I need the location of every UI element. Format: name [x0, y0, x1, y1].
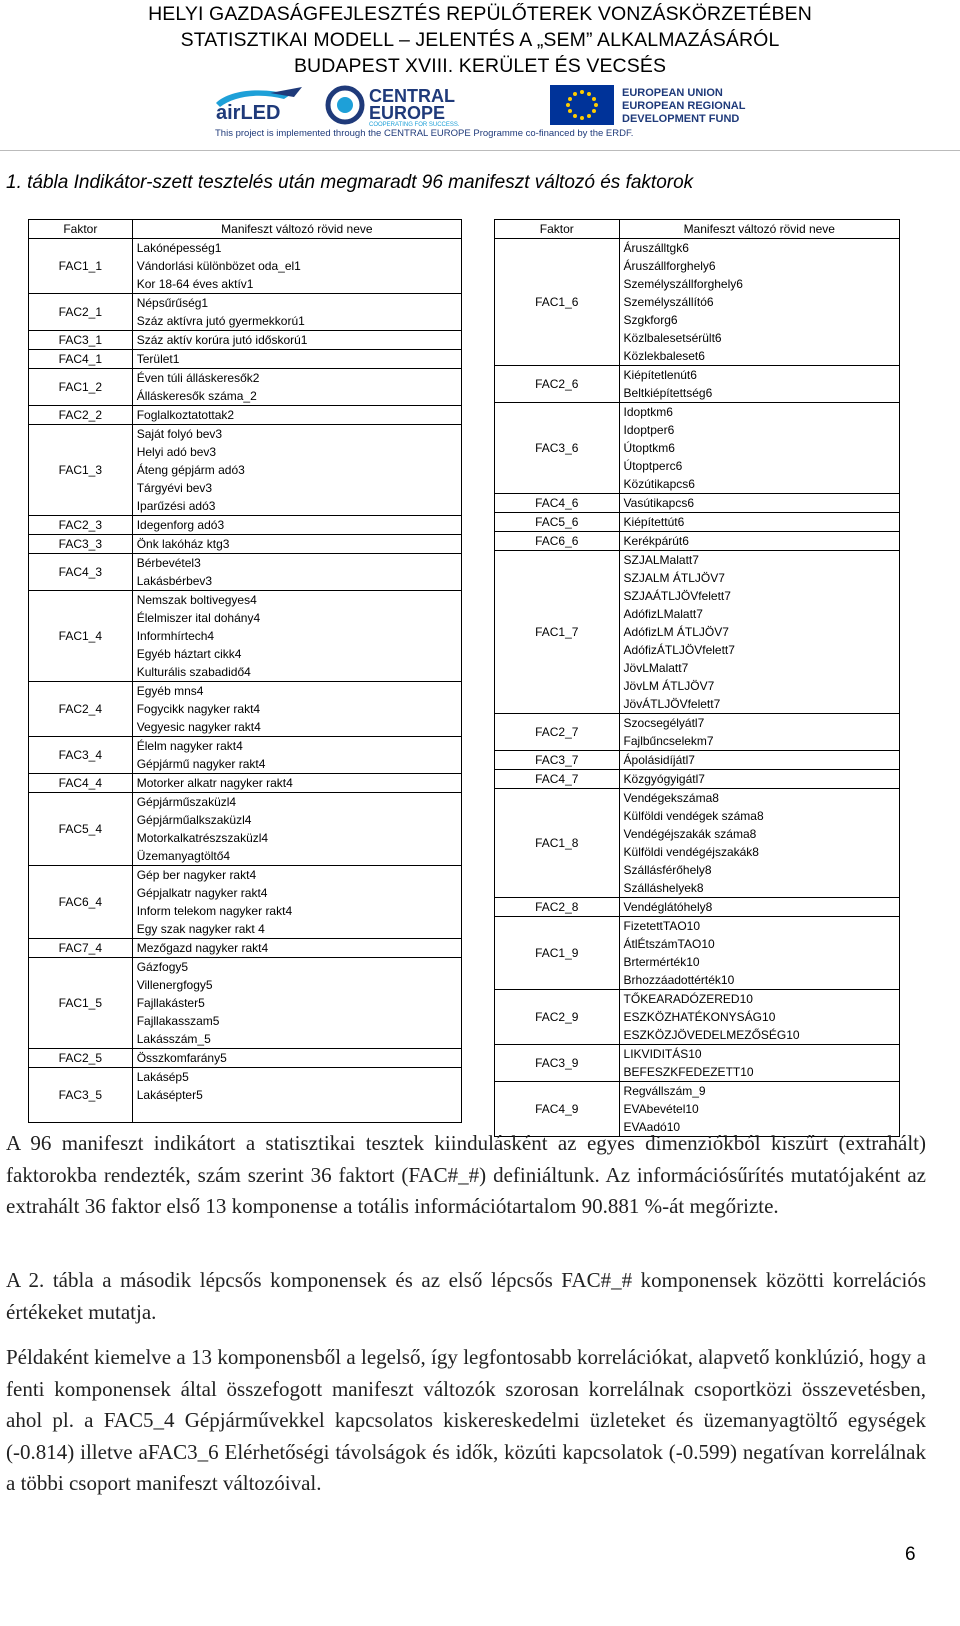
variable-cell: Közlbalesetsérült6	[619, 329, 899, 347]
variable-cell: Motorker alkatr nagyker rakt4	[132, 774, 461, 793]
variable-cell: FizetettTAO10	[619, 917, 899, 936]
europe-logo-text: EUROPE	[369, 103, 446, 123]
variable-cell: Szgkforg6	[619, 311, 899, 329]
variable-cell: Saját folyó bev3	[132, 425, 461, 444]
factor-cell: FAC1_1	[29, 239, 133, 294]
variable-cell	[132, 1104, 461, 1123]
variable-cell: TŐKEARADÓZERED10	[619, 990, 899, 1009]
variable-cell: Vándorlási különbözet oda_el1	[132, 257, 461, 275]
airled-logo-icon	[210, 85, 310, 125]
variable-cell: EVAadó10	[619, 1118, 899, 1137]
header-variable: Manifeszt változó rövid neve	[132, 220, 461, 239]
table-row	[495, 898, 900, 917]
variable-cell: Gépjármű nagyker rakt4	[132, 755, 461, 774]
variable-cell: Vendégekszáma8	[619, 789, 899, 808]
central-europe-logo-icon	[325, 83, 525, 127]
variable-cell: Közgyógyigátl7	[619, 770, 899, 789]
factor-cell: FAC1_5	[29, 958, 133, 1049]
variable-cell: Üzemanyagtöltő4	[132, 847, 461, 866]
variable-cell: Élelm nagyker rakt4	[132, 737, 461, 756]
variable-cell: Szálláshelyek8	[619, 879, 899, 898]
factor-table-left	[28, 219, 462, 1123]
variable-cell: SZJAÁTLJÖVfelett7	[619, 587, 899, 605]
variable-cell: Kiépítetlenút6	[619, 366, 899, 385]
table-row	[495, 917, 900, 936]
table-row	[29, 737, 462, 756]
variable-cell: Személyszállforghely6	[619, 275, 899, 293]
variable-cell: Villenergfogy5	[132, 976, 461, 994]
variable-cell: Bérbevétel3	[132, 554, 461, 573]
variable-cell: SZJALMalatt7	[619, 551, 899, 570]
factor-cell: FAC3_9	[495, 1045, 620, 1082]
table-row	[495, 366, 900, 385]
variable-cell: Álláskeresők száma_2	[132, 387, 461, 406]
paragraph-3: Példaként kiemelve a 13 komponensből a legelső, így legfontosabb korrelációkat, alapvető konklúzió, hogy a fenti komponensek által összefogott manifeszt változók szorosan korrelálnak csoportközi összevetésben, ahol pl. a FAC5_4 Gépjárművekkel kapcsolatos kiskereskedelmi üzleteket és üzemanyagtöltő egységek (-0.814) illetve aFAC3_6 Elérhetőségi távolságok és idők, közúti kapcsolatok (-0.599) negatívan korrelálnak a többi csoport manifeszt változóival.	[6, 1345, 926, 1495]
factor-cell: FAC2_2	[29, 406, 133, 425]
paragraph-1: A 96 manifeszt indikátort a statisztikai tesztek kiindulásként az egyes dimenziókból kiszűrt (extrahált) faktorokba rendezték, szám szerint 36 faktort (FAC#_#) definiáltunk. Az információsűrítés mutatójaként az extrahált 36 faktor első 13 komponense a totális információtartalom 90.881 %-át megőrizte.	[6, 1131, 926, 1218]
table-row	[29, 793, 462, 812]
factor-cell: FAC2_9	[495, 990, 620, 1045]
page-number: 6	[905, 1544, 916, 1565]
variable-cell: Külföldi vendégek száma8	[619, 807, 899, 825]
paragraph-2: A 2. tábla a második lépcsős komponensek és az első lépcsős FAC#_# komponensek közötti korrelációs értékeket mutatja.	[6, 1268, 926, 1324]
variable-cell: Iparűzési adó3	[132, 497, 461, 516]
table-row	[29, 774, 462, 793]
table-row	[29, 294, 462, 313]
table-row	[29, 350, 462, 369]
variable-cell: Szállásférőhely8	[619, 861, 899, 879]
cooperating-tag-text: COOPERATING FOR SUCCESS.	[369, 122, 460, 127]
factor-cell: FAC3_3	[29, 535, 133, 554]
factor-cell: FAC3_6	[495, 403, 620, 494]
table-row	[495, 751, 900, 770]
variable-cell: Vegyesic nagyker rakt4	[132, 718, 461, 737]
table-row	[495, 513, 900, 532]
variable-cell: Terület1	[132, 350, 461, 369]
variable-cell: Brhozzáadottérték10	[619, 971, 899, 990]
table-row	[495, 714, 900, 733]
variable-cell: SZJALM ÁTLJÖV7	[619, 569, 899, 587]
factor-cell: FAC2_7	[495, 714, 620, 751]
factor-cell: FAC6_6	[495, 532, 620, 551]
variable-cell: Regvállszám_9	[619, 1082, 899, 1101]
eu-line-2: EUROPEAN REGIONAL	[622, 100, 746, 112]
variable-cell: Egyéb mns4	[132, 682, 461, 701]
table-row	[29, 591, 462, 610]
factor-cell: FAC4_1	[29, 350, 133, 369]
variable-cell: Népsűrűség1	[132, 294, 461, 313]
variable-cell: Lakásépter5	[132, 1086, 461, 1104]
table-row	[495, 494, 900, 513]
factor-cell: FAC7_4	[29, 939, 133, 958]
variable-cell: Éven túli álláskeresők2	[132, 369, 461, 388]
left-table-body	[29, 239, 462, 1123]
variable-cell: Élelmiszer ital dohány4	[132, 609, 461, 627]
factor-cell: FAC6_4	[29, 866, 133, 939]
variable-cell: ESZKÖZHATÉKONYSÁG10	[619, 1008, 899, 1026]
variable-cell: Egy szak nagyker rakt 4	[132, 920, 461, 939]
variable-cell: Inform telekom nagyker rakt4	[132, 902, 461, 920]
table-row	[29, 369, 462, 388]
table-row	[29, 535, 462, 554]
factor-cell: FAC4_9	[495, 1082, 620, 1137]
factor-cell: FAC4_3	[29, 554, 133, 591]
central-logo-text: CENTRAL	[369, 86, 455, 106]
variable-cell: Fajlbűncselekm7	[619, 732, 899, 751]
variable-cell: Kulturális szabadidő4	[132, 663, 461, 682]
factor-cell: FAC4_6	[495, 494, 620, 513]
variable-cell: Áruszálltgk6	[619, 239, 899, 258]
variable-cell: Egyéb háztart cikk4	[132, 645, 461, 663]
variable-cell: Motorkalkatrészszaküzl4	[132, 829, 461, 847]
header-factor: Faktor	[495, 220, 620, 239]
variable-cell: Vendégéjszakák száma8	[619, 825, 899, 843]
variable-cell: LIKVIDITÁS10	[619, 1045, 899, 1064]
factor-cell: FAC1_7	[495, 551, 620, 714]
table-row	[29, 554, 462, 573]
factor-cell: FAC3_1	[29, 331, 133, 350]
table-row	[495, 770, 900, 789]
variable-cell: Ápolásidíjátl7	[619, 751, 899, 770]
variable-cell: Brtermérték10	[619, 953, 899, 971]
variable-cell: JövLM ÁTLJÖV7	[619, 677, 899, 695]
document-header	[0, 0, 960, 79]
variable-cell: Gépjárműszaküzl4	[132, 793, 461, 812]
factor-cell: FAC5_6	[495, 513, 620, 532]
eu-line-3: DEVELOPMENT FUND	[622, 113, 740, 125]
factor-cell: FAC1_6	[495, 239, 620, 366]
factor-cell: FAC4_7	[495, 770, 620, 789]
variable-cell: Útoptperc6	[619, 457, 899, 475]
factor-cell: FAC2_6	[495, 366, 620, 403]
variable-cell: Lakásbérbev3	[132, 572, 461, 591]
right-table-body	[495, 239, 900, 1137]
table-row	[495, 789, 900, 808]
variable-cell: JövLMalatt7	[619, 659, 899, 677]
variable-cell: Külföldi vendégéjszakák8	[619, 843, 899, 861]
variable-cell: Fajllakasszam5	[132, 1012, 461, 1030]
variable-cell: Foglalkoztatottak2	[132, 406, 461, 425]
table-row	[29, 425, 462, 444]
variable-cell: AdófizLMalatt7	[619, 605, 899, 623]
variable-cell: ÁtlÉtszámTAO10	[619, 935, 899, 953]
factor-cell: FAC2_5	[29, 1049, 133, 1068]
variable-cell: Vasútikapcs6	[619, 494, 899, 513]
variable-cell: Közútikapcs6	[619, 475, 899, 494]
table-row	[29, 866, 462, 885]
variable-cell: Száz aktívra jutó gyermekkorú1	[132, 312, 461, 331]
variable-cell: Szocsegélyátl7	[619, 714, 899, 733]
table-row	[495, 403, 900, 422]
header-divider	[0, 150, 960, 151]
factor-cell: FAC1_3	[29, 425, 133, 516]
variable-cell: Áruszállforghely6	[619, 257, 899, 275]
table-caption: 1. tábla Indikátor-szett tesztelés után megmaradt 96 manifeszt változó és faktorok	[6, 172, 694, 193]
variable-cell: EVAbevétel10	[619, 1100, 899, 1118]
variable-cell: Önk lakóház ktg3	[132, 535, 461, 554]
variable-cell: Mezőgazd nagyker rakt4	[132, 939, 461, 958]
factor-cell: FAC2_4	[29, 682, 133, 737]
variable-cell: Lakásszám_5	[132, 1030, 461, 1049]
variable-cell: Személyszállító6	[619, 293, 899, 311]
factor-cell: FAC3_5	[29, 1068, 133, 1123]
variable-cell: Útoptkm6	[619, 439, 899, 457]
variable-cell: Kiépítettút6	[619, 513, 899, 532]
variable-cell: Összkomfarány5	[132, 1049, 461, 1068]
table-row	[29, 682, 462, 701]
table-row	[29, 1068, 462, 1087]
table-row	[495, 532, 900, 551]
table-row	[495, 1045, 900, 1064]
eu-line-1: EUROPEAN UNION	[622, 87, 723, 99]
table-row	[29, 958, 462, 977]
variable-cell: Lakásép5	[132, 1068, 461, 1087]
factor-cell: FAC2_8	[495, 898, 620, 917]
header-line-3: BUDAPEST XVIII. KERÜLET ÉS VECSÉS	[293, 55, 667, 77]
variable-cell: AdófizLM ÁTLJÖV7	[619, 623, 899, 641]
variable-cell: Fajllakáster5	[132, 994, 461, 1012]
project-note: This project is implemented through the CENTRAL EUROPE Programme co-financed by the ERDF.	[215, 128, 634, 139]
variable-cell: Nemszak boltivegyes4	[132, 591, 461, 610]
variable-cell: Közlekbaleset6	[619, 347, 899, 366]
factor-cell: FAC4_4	[29, 774, 133, 793]
airled-logo-text: airLED	[216, 102, 281, 124]
variable-cell: Gázfogy5	[132, 958, 461, 977]
table-row	[29, 331, 462, 350]
variable-cell: Gépjárműalkszaküzl4	[132, 811, 461, 829]
variable-cell: Száz aktív korúra jutó időskorú1	[132, 331, 461, 350]
table-row	[29, 406, 462, 425]
variable-cell: AdófizÁTLJÖVfelett7	[619, 641, 899, 659]
header-line-1: HELYI GAZDASÁGFEJLESZTÉS REPÜLŐTEREK VONZÁSKÖRZETÉBEN	[148, 3, 812, 25]
variable-cell: Gépjalkatr nagyker rakt4	[132, 884, 461, 902]
table-row	[29, 516, 462, 535]
variable-cell: Kor 18-64 éves aktív1	[132, 275, 461, 294]
variable-cell: Vendéglátóhely8	[619, 898, 899, 917]
variable-cell: Fogycikk nagyker rakt4	[132, 700, 461, 718]
table-row	[495, 551, 900, 570]
variable-cell: Informhírtech4	[132, 627, 461, 645]
table-row	[29, 1049, 462, 1068]
factor-cell: FAC1_8	[495, 789, 620, 898]
factor-cell: FAC3_4	[29, 737, 133, 774]
table-row	[495, 1082, 900, 1101]
factor-cell: FAC2_3	[29, 516, 133, 535]
variable-cell: Lakónépesség1	[132, 239, 461, 258]
factor-cell: FAC1_4	[29, 591, 133, 682]
factor-cell: FAC3_7	[495, 751, 620, 770]
variable-cell: Idegenforg adó3	[132, 516, 461, 535]
variable-cell: Beltkiépítettség6	[619, 384, 899, 403]
variable-cell: Helyi adó bev3	[132, 443, 461, 461]
factor-cell: FAC2_1	[29, 294, 133, 331]
header-variable: Manifeszt változó rövid neve	[619, 220, 899, 239]
table-row	[29, 939, 462, 958]
table-row	[495, 990, 900, 1009]
header-factor: Faktor	[29, 220, 133, 239]
table-row	[495, 239, 900, 258]
table-row	[29, 239, 462, 258]
header-line-2: STATISZTIKAI MODELL – JELENTÉS A „SEM” ALKALMAZÁSÁRÓL	[180, 29, 780, 51]
variable-cell: Tárgyévi bev3	[132, 479, 461, 497]
variable-cell: Kerékpárút6	[619, 532, 899, 551]
variable-cell: Idoptkm6	[619, 403, 899, 422]
logo-strip	[210, 83, 770, 139]
eu-flag-logo-icon	[550, 83, 780, 127]
factor-cell: FAC1_2	[29, 369, 133, 406]
variable-cell: Gép ber nagyker rakt4	[132, 866, 461, 885]
factor-table-right	[494, 219, 900, 1137]
factor-cell: FAC5_4	[29, 793, 133, 866]
variable-cell: ESZKÖZJÖVEDELMEZŐSÉG10	[619, 1026, 899, 1045]
variable-cell: BEFESZKFEDEZETT10	[619, 1063, 899, 1082]
variable-cell: JövÁTLJÖVfelett7	[619, 695, 899, 714]
variable-cell: Idoptper6	[619, 421, 899, 439]
factor-cell: FAC1_9	[495, 917, 620, 990]
variable-cell: Áteng gépjárm adó3	[132, 461, 461, 479]
